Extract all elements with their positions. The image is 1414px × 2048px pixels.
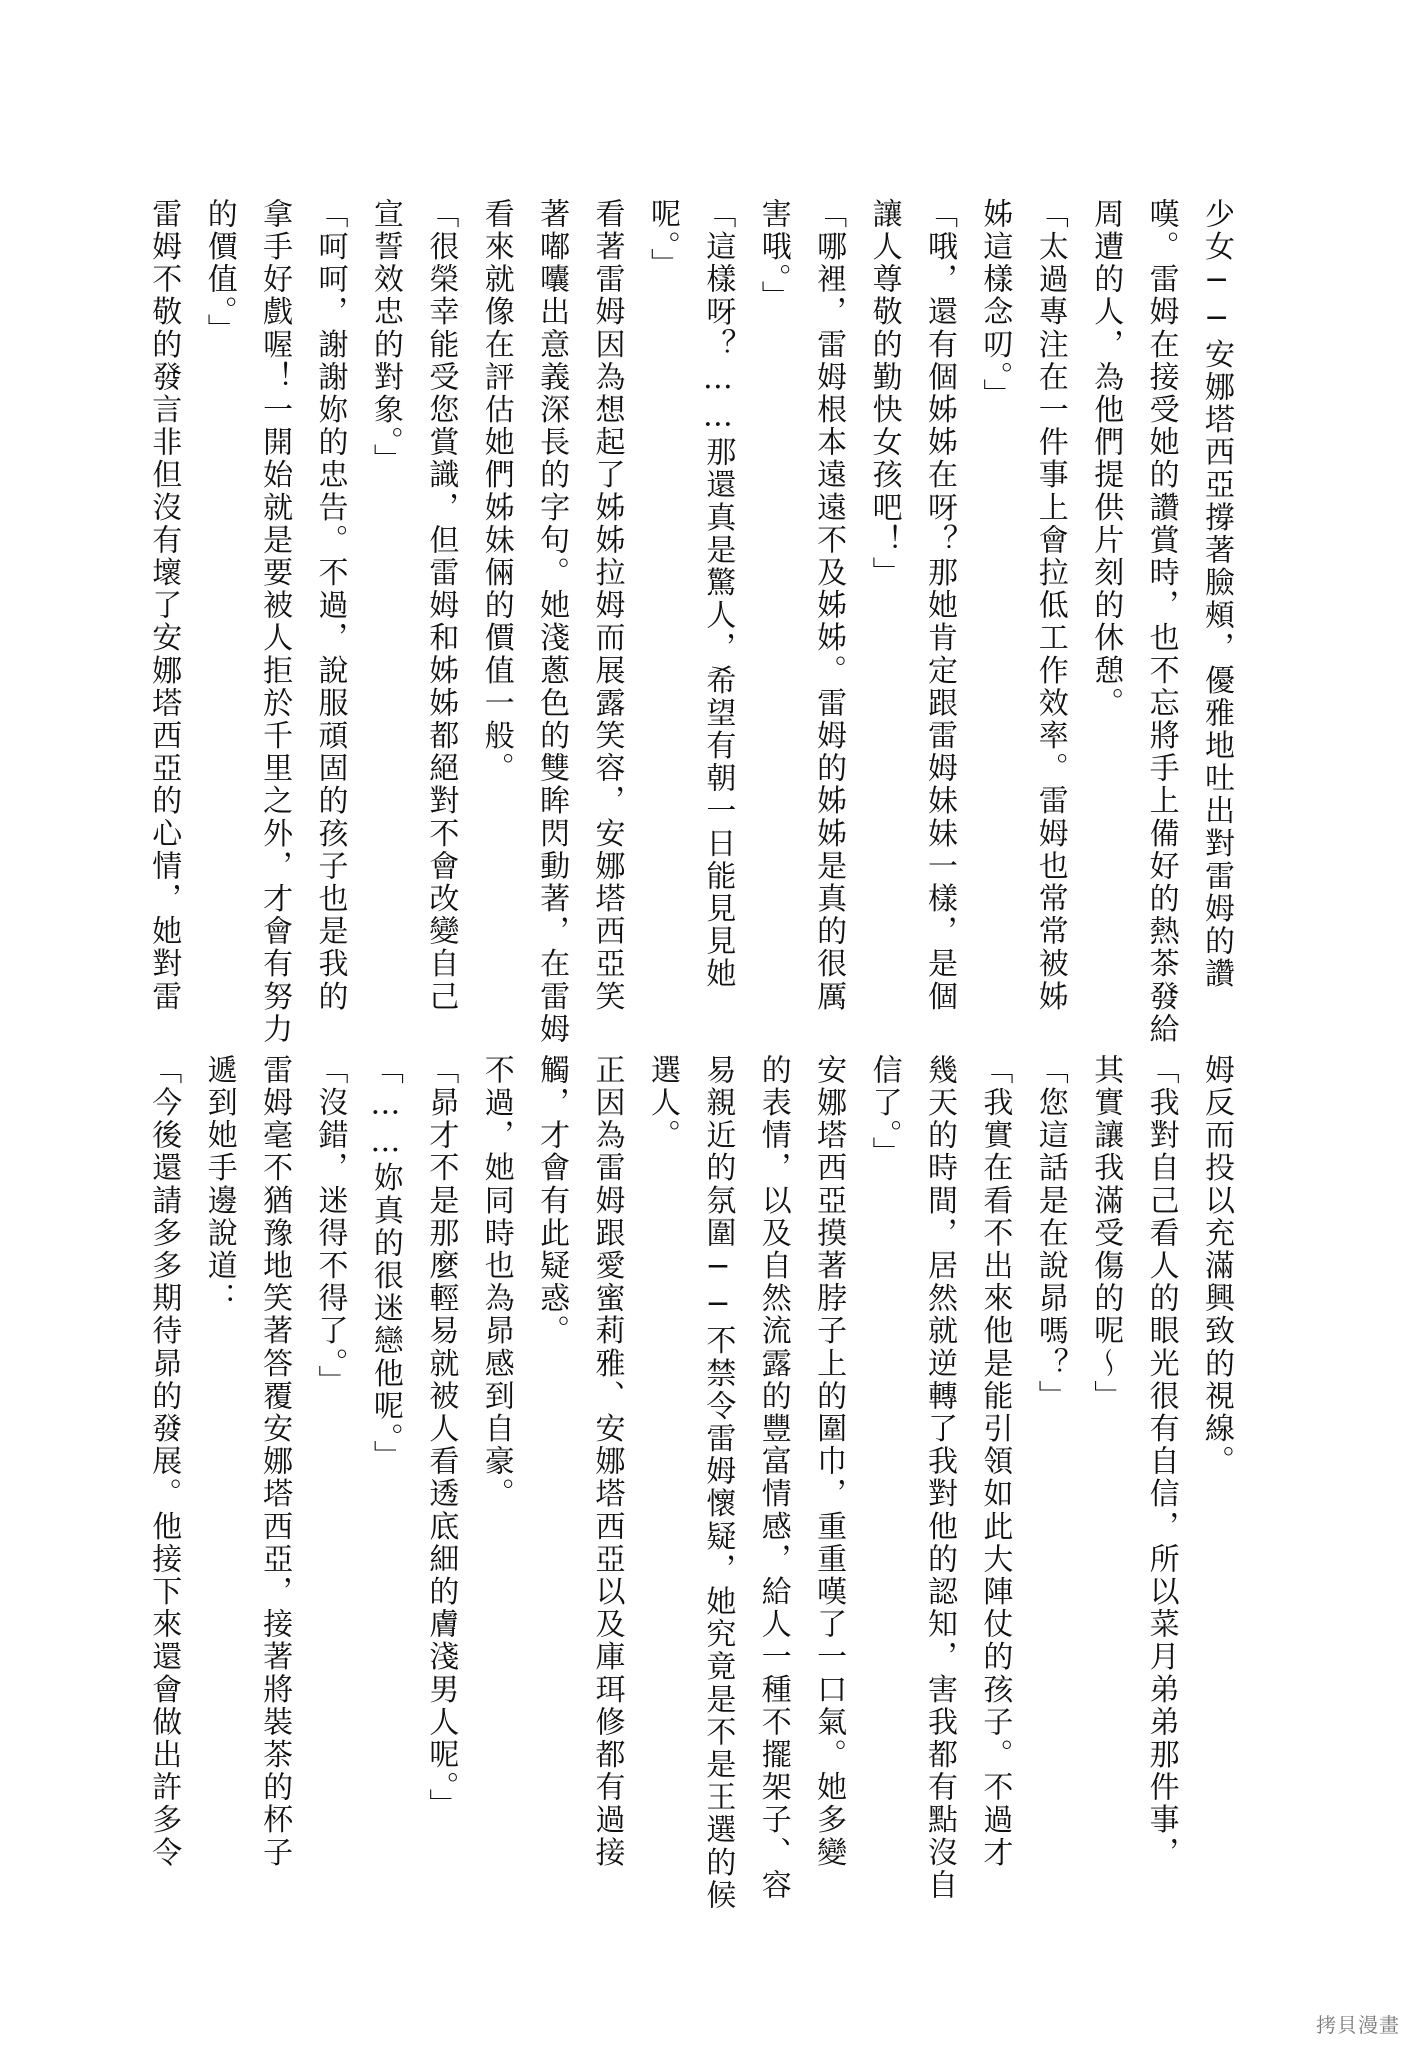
text-line: 「我實在看不出來他是能引領如此大陣仗的孩子。不過才 [977, 1054, 1013, 1869]
text-line: 「呵呵，謝謝妳的忠告。不過，說服頑固的孩子也是我的 [312, 198, 348, 1013]
text-line: 拿手好戲喔！一開始就是要被人拒於千里之外，才會有努力 [257, 198, 293, 1046]
text-line: 「哦，還有個姊姊在呀？那她肯定跟雷姆妹妹一樣，是個 [921, 198, 957, 1013]
text-line: 幾天的時間，居然就逆轉了我對他的認知，害我都有點沒自 [921, 1054, 957, 1902]
text-line: 信了。」 [866, 1054, 902, 1170]
text-line: 宣誓效忠的對象。」 [367, 198, 403, 477]
text-line: 其實讓我滿受傷的呢～」 [1088, 1054, 1124, 1413]
text-line: 看來就像在評估她們姊妹倆的價值一般。 [478, 198, 514, 785]
text-line: 觸，才會有此疑惑。 [534, 1054, 570, 1348]
text-line: 「今後還請多多期待昴的發展。他接下來還會做出許多令 [146, 1054, 182, 1869]
text-line: 易親近的氛圍──不禁令雷姆懷疑，她究竟是不是王選的候 [700, 1054, 736, 1912]
text-line: 的表情，以及自然流露的豐富情感，給人一種不擺架子、容 [755, 1054, 791, 1902]
text-line: 雷姆毫不猶豫地笑著答覆安娜塔西亞，接著將裝茶的杯子 [257, 1054, 293, 1869]
text-line: 著嘟囔出意義深長的字句。她淺蔥色的雙眸閃動著，在雷姆 [534, 198, 570, 1046]
lower-text-block [146, 1054, 1244, 1912]
text-line: 嘆。雷姆在接受她的讚賞時，也不忘將手上備好的熱茶發給 [1143, 198, 1179, 1046]
upper-text-block [146, 198, 1244, 1046]
text-line: 雷姆不敬的發言非但沒有壞了安娜塔西亞的心情，她對雷 [146, 198, 182, 1013]
text-line: 「……妳真的很迷戀他呢。」 [367, 1054, 403, 1473]
text-line: 害哦。」 [755, 198, 791, 314]
text-line: 「這樣呀？……那還真是驚人，希望有朝一日能見見她 [700, 198, 736, 991]
text-line: 「昴才不是那麼輕易就被人看透底細的膚淺男人呢。」 [423, 1054, 459, 1822]
text-line: 「沒錯，迷得不得了。」 [312, 1054, 348, 1398]
text-line: 不過，她同時也為昴感到自豪。 [478, 1054, 514, 1511]
text-line: 「很榮幸能受您賞識，但雷姆和姊姊都絕對不會改變自己 [423, 198, 459, 1013]
text-line: 安娜塔西亞摸著脖子上的圍巾，重重嘆了一口氣。她多變 [811, 1054, 847, 1869]
text-line: 看著雷姆因為想起了姊姊拉姆而展露笑容，安娜塔西亞笑 [589, 198, 625, 1013]
text-line: 周遭的人，為他們提供片刻的休憩。 [1088, 198, 1124, 720]
text-line: 少女──安娜塔西亞撐著臉頰，優雅地吐出對雷姆的讚 [1199, 198, 1234, 991]
text-line: 「您這話是在說昴嗎？」 [1032, 1054, 1068, 1413]
text-line: 正因為雷姆跟愛蜜莉雅、安娜塔西亞以及庫珥修都有過接 [589, 1054, 625, 1869]
text-line: 讓人尊敬的勤快女孩吧！」 [866, 198, 902, 590]
text-line: 姆反而投以充滿興致的視線。 [1199, 1054, 1234, 1478]
text-line: 「哪裡，雷姆根本遠遠不及姊姊。雷姆的姊姊是真的很厲 [811, 198, 847, 1013]
text-line: 呢。」 [644, 198, 680, 281]
text-line: 遞到她手邊說道： [201, 1054, 237, 1315]
text-line: 的價值。」 [201, 198, 237, 346]
text-line: 選人。 [644, 1054, 680, 1152]
text-line: 「太過專注在一件事上會拉低工作效率。雷姆也常常被姊 [1032, 198, 1068, 1013]
text-line: 「我對自己看人的眼光很有自信，所以菜月弟弟那件事， [1143, 1054, 1179, 1869]
watermark: 拷貝漫畫 [1316, 2013, 1400, 2037]
text-line: 姊這樣念叨。」 [977, 198, 1013, 412]
